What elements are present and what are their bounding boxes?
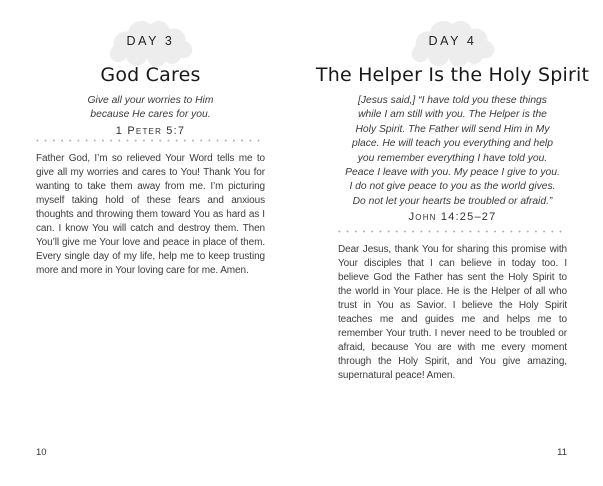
prayer-text: Father God, I’m so relieved Your Word tells me to give all my worries and cares to You! Thank You for wanting to take them away from me. I’m picturing myself taking hold of these fears and anxious thoughts and throwing them toward You as hard as I can. I know You will catch and destroy them. Then You’ll give me Your love and peace in place of them. Every single day of my life, help me to keep trusting more and more in Your loving care for me. Amen. [36, 153, 265, 276]
verse-line: [Jesus said,] “I have told you these things [358, 95, 547, 106]
devotion-title: God Cares [100, 64, 201, 86]
verse-line: while I am still with you. The Helper is the [358, 109, 547, 121]
prayer-text: Dear Jesus, thank You for sharing this promise with Your disciples that I can believe in today too. I believe God the Father has sent the Holy Spirit to the world in Your place. He is the Helper of all who trust in You as Savior. I believe the Holy Spirit teaches me and guides me and helps me to remember Your truth. I never need to be troubled or afraid, because You are with me every moment through the Holy Spirit, and You give amazing, supernatural peace! Amen. [338, 244, 567, 381]
verse-line: Give all your worries to Him [87, 95, 214, 106]
scripture-reference: 1 Peter 5:7 [115, 124, 186, 137]
verse-line: you remember everything I have told you. [357, 152, 548, 164]
day-label: DAY 3 [126, 34, 175, 48]
day-header [0, 14, 301, 68]
scripture-verse [318, 94, 587, 225]
page-number: 11 [557, 447, 567, 458]
verse-line: Do not let your hearts be troubled or afraid.” [352, 195, 553, 207]
scripture-reference: John 14:25–27 [408, 211, 497, 224]
scripture-verse [16, 94, 285, 138]
page-number: 10 [36, 447, 47, 458]
verse-line: Holy Spirit. The Father will send Him in My [355, 123, 550, 135]
dotted-divider [36, 139, 265, 142]
devotion-title: The Helper Is the Holy Spirit [315, 64, 590, 86]
dotted-divider [338, 230, 567, 233]
verse-line: because He cares for you. [90, 109, 211, 121]
page-right [302, 0, 603, 486]
day-label: DAY 4 [428, 34, 477, 48]
page-left [0, 0, 301, 486]
verse-line: I do not give peace to you as the world gives. [349, 181, 556, 193]
verse-line: Peace I leave with you. My peace I give to you. [345, 167, 560, 179]
day-header [302, 14, 603, 68]
verse-line: place. He will teach you everything and help [352, 138, 553, 150]
